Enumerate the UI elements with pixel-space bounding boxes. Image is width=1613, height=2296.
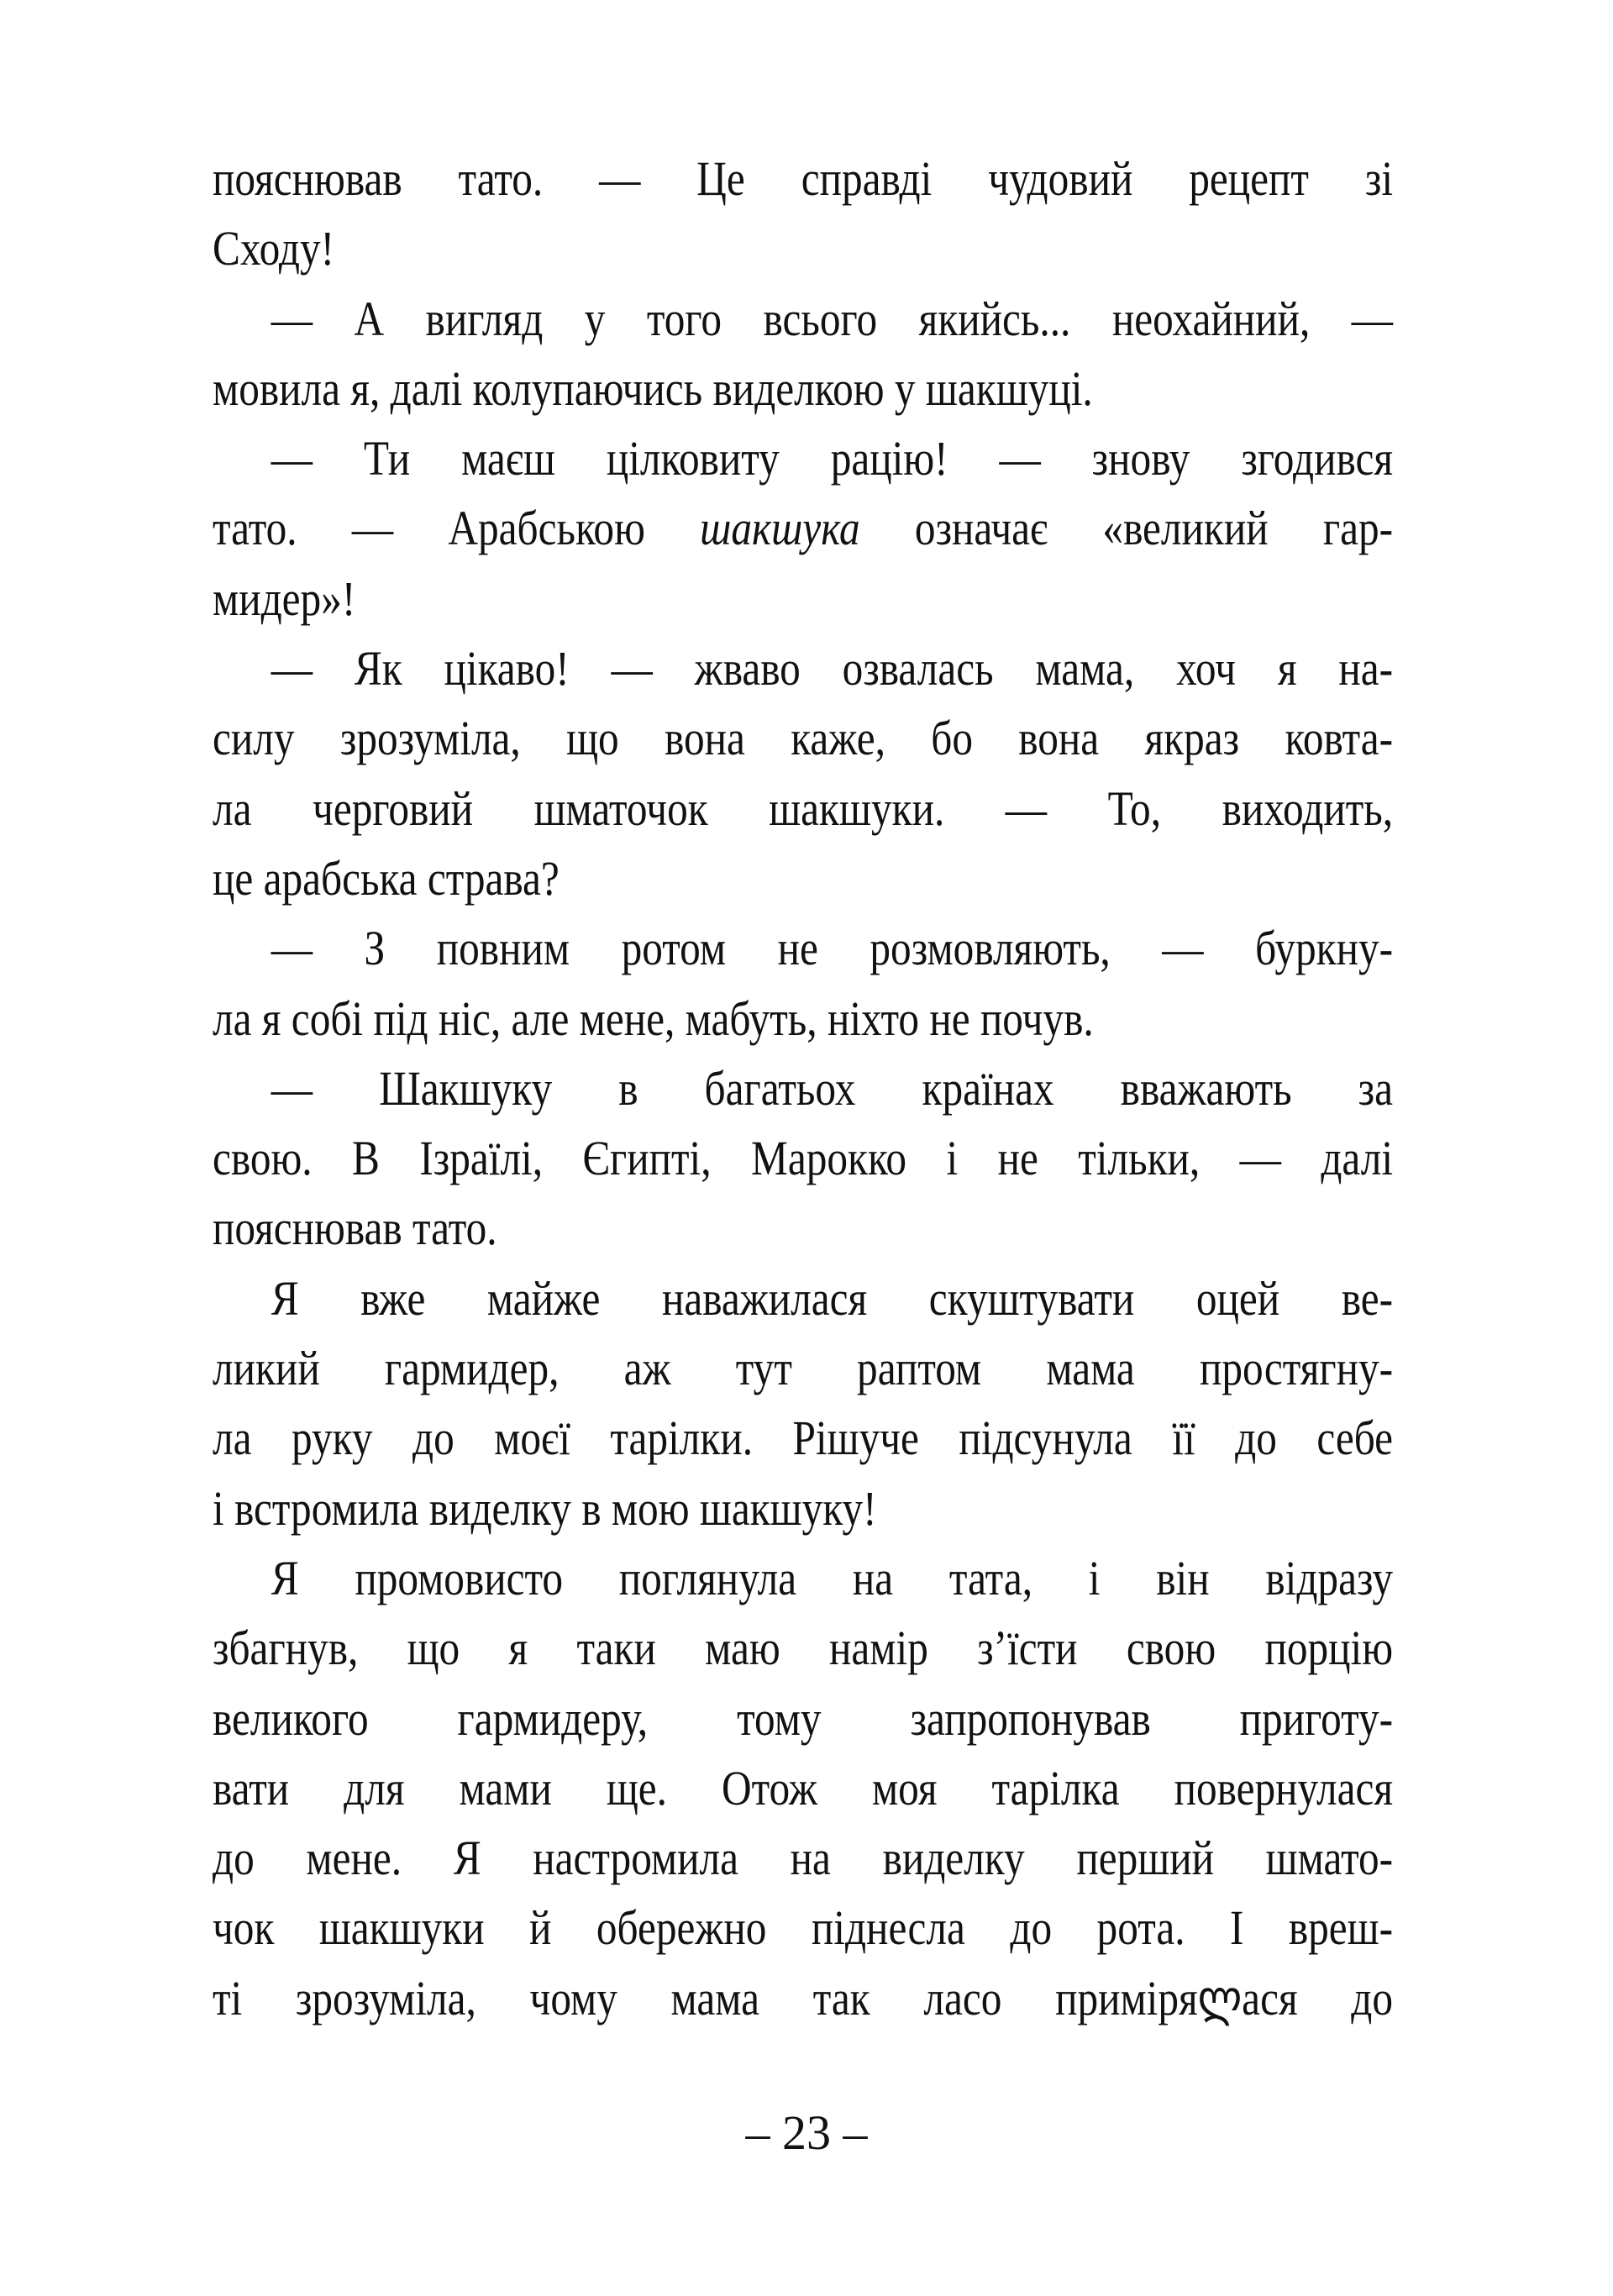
text-line	[213, 984, 1393, 1053]
text-segment: Я вже майже наважилася скуштувати оцей ве-	[271, 1270, 1394, 1326]
text-line	[213, 213, 1393, 283]
text-line	[213, 1753, 1393, 1823]
text-segment: — А вигляд у того всього якийсь... неохайний, —	[271, 291, 1394, 346]
text-line	[213, 1193, 1393, 1263]
text-segment: тато. — Арабською	[213, 501, 701, 556]
text-line	[213, 1474, 1393, 1543]
text-segment: ла руку до моєї тарілки. Рішуче підсунула її до себе	[213, 1411, 1394, 1466]
text-segment: пояснював тато.	[213, 1201, 497, 1256]
text-line	[213, 1613, 1393, 1683]
text-line	[213, 1333, 1393, 1403]
text-line	[213, 284, 1393, 354]
text-line	[213, 144, 1393, 213]
text-line	[213, 493, 1393, 563]
text-segment: мовила я, далі колупаючись виделкою у шакшуці.	[213, 360, 1093, 416]
text-line	[213, 1403, 1393, 1473]
text-segment: збагнув, що я таки маю намір з’їсти свою порцію	[213, 1621, 1394, 1676]
text-line	[213, 423, 1393, 493]
text-line	[213, 354, 1393, 423]
body-text	[213, 144, 1393, 2033]
text-line	[213, 843, 1393, 913]
text-segment: ла черговий шматочок шакшуки. — То, виходить,	[213, 780, 1394, 836]
text-segment: — З повним ротом не розмовляють, — буркну-	[271, 921, 1394, 976]
text-segment: ликий гармидер, аж тут раптом мама простягну-	[213, 1341, 1394, 1396]
text-line	[213, 1543, 1393, 1613]
text-segment: великого гармидеру, тому запропонував приготу-	[213, 1690, 1394, 1746]
italic-term: шакшука	[700, 501, 860, 556]
text-segment: — Ти маєш цілковиту рацію! — знову згодився	[271, 431, 1394, 486]
text-segment: до мене. Я настромила на виделку перший шмато-	[213, 1831, 1394, 1886]
text-segment: пояснював тато. — Це справді чудовий рецепт зі	[213, 151, 1394, 206]
text-segment: свою. В Ізраїлі, Єгипті, Марокко і не тільки, — далі	[213, 1131, 1394, 1186]
text-segment: означає «великий гар-	[859, 501, 1394, 556]
text-segment: — Як цікаво! — жваво озвалась мама, хоч я на-	[271, 641, 1394, 696]
text-line	[213, 1053, 1393, 1123]
text-line	[213, 1823, 1393, 1893]
text-segment: ті зрозуміла, чому мама так ласо приміряლася до	[213, 1970, 1394, 2025]
text-segment: мидер»!	[213, 570, 356, 626]
text-segment: чок шакшуки й обережно піднесла до рота. І вреш-	[213, 1900, 1394, 1956]
text-line	[213, 774, 1393, 843]
text-segment: силу зрозуміла, що вона каже, бо вона якраз ковта-	[213, 711, 1394, 766]
text-line	[213, 913, 1393, 983]
text-line	[213, 1893, 1393, 1962]
page-number: – 23 –	[745, 2105, 868, 2160]
text-line	[213, 1264, 1393, 1333]
text-segment: вати для мами ще. Отож моя тарілка повернулася	[213, 1760, 1394, 1815]
text-line	[213, 1963, 1393, 2033]
text-line	[213, 703, 1393, 773]
text-line	[213, 633, 1393, 703]
text-segment: ла я собі під ніс, але мене, мабуть, ніхто не почув.	[213, 990, 1094, 1046]
text-line	[213, 564, 1393, 633]
text-segment: — Шакшуку в багатьох країнах вважають за	[271, 1060, 1394, 1116]
text-segment: Сходу!	[213, 221, 335, 276]
text-segment: Я промовисто поглянула на тата, і він відразу	[271, 1550, 1394, 1605]
text-segment: це арабська страва?	[213, 850, 560, 906]
text-line	[213, 1684, 1393, 1753]
text-line	[213, 1123, 1393, 1193]
text-segment: і встромила виделку в мою шакшуку!	[213, 1480, 877, 1536]
